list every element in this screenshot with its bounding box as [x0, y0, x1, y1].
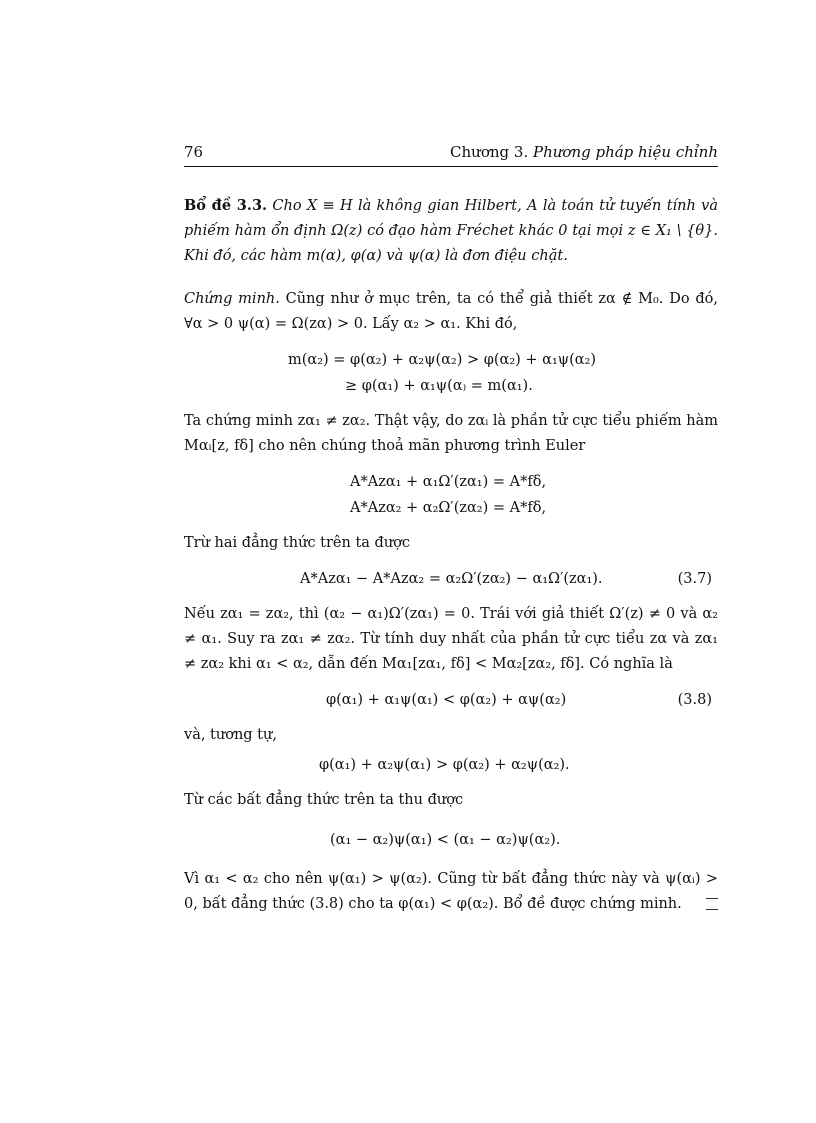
lemma-text: Cho X ≡ H là không gian Hilbert, A là toán tử tuyến tính và phiếm hàm ổn định Ω(z) có đạo hàm Fréchet khác 0 tại mọi z ∈ X₁ \ {θ}. Khi đó, các hàm m(α), φ(α) và ψ(α) là đơn điệu chặt. [184, 198, 718, 264]
equation-5-line: φ(α₁) + α₂ψ(α₁) > φ(α₂) + α₂ψ(α₂). [319, 757, 570, 773]
euler-equation-2: A*Azα₂ + α₂Ω′(zα₂) = A*fδ, [350, 500, 547, 516]
chapter-title: Phương pháp hiệu chỉnh [533, 143, 718, 161]
proof-text-7: Vì α₁ < α₂ cho nên ψ(α₁) > ψ(α₂). Cũng từ bất đẳng thức này và ψ(αᵢ) > 0, bất đẳng thức (3.8) cho ta φ(α₁) < φ(α₂). Bổ đề được chứng minh. [184, 871, 718, 912]
proof-paragraph-5: và, tương tự, [184, 727, 277, 743]
equation-6-line: (α₁ − α₂)ψ(α₁) < (α₁ − α₂)ψ(α₂). [330, 832, 561, 848]
equation-3-8-number: (3.8) [677, 692, 712, 708]
proof-label: Chứng minh. [184, 291, 280, 307]
proof-paragraph-3: Trừ hai đẳng thức trên ta được [184, 535, 411, 551]
page-number: 76 [184, 143, 204, 161]
lemma-label: Bổ đề 3.3. [184, 197, 268, 214]
lemma [184, 193, 718, 269]
equation-3-8 [184, 685, 718, 715]
proof-paragraph-7 [184, 867, 718, 917]
equation-3-7-expression: A*Azα₁ − A*Azα₂ = α₂Ω′(zα₂) − α₁Ω′(zα₁). [300, 571, 603, 587]
page [184, 140, 718, 917]
qed-icon [706, 898, 718, 910]
proof-text-1: Cũng như ở mục trên, ta có thể giả thiết zα ∉ M₀. Do đó, ∀α > 0 ψ(α) = Ω(zα) > 0. Lấy α₂ > α₁. Khi đó, [184, 291, 718, 332]
equation-3-7-number: (3.7) [677, 571, 712, 587]
proof-paragraph-6: Từ các bất đẳng thức trên ta thu được [184, 792, 464, 808]
equation-3-7 [184, 564, 718, 594]
euler-equation-1: A*Azα₁ + α₁Ω′(zα₁) = A*fδ, [350, 474, 547, 490]
equation-1 [184, 347, 718, 399]
equation-1-line-2: ≥ φ(α₁) + α₁ψ(α₎ = m(α₁). [345, 378, 533, 394]
page-header [184, 140, 718, 167]
euler-equations [184, 469, 718, 521]
running-title [450, 140, 718, 164]
equation-3-8-expression: φ(α₁) + α₁ψ(α₁) < φ(α₂) + αψ(α₂) [326, 692, 567, 708]
proof-paragraph-4: Nếu zα₁ = zα₂, thì (α₂ − α₁)Ω′(zα₁) = 0. Trái với giả thiết Ω′(z) ≠ 0 và α₂ ≠ α₁. Suy ra zα₁ ≠ zα₂. Từ tính duy nhất của phần tử cực tiểu zα và zα₁ ≠ zα₂ khi α₁ < α₂, dẫn đến Mα₁[zα₁, fδ] < Mα₂[zα₂, fδ]. Có nghĩa là [184, 606, 718, 672]
equation-1-line-1: m(α₂) = φ(α₂) + α₂ψ(α₂) > φ(α₂) + α₁ψ(α₂) [288, 352, 597, 368]
chapter-label: Chương 3. [450, 143, 529, 161]
proof-paragraph-1 [184, 287, 718, 337]
equation-5 [184, 752, 718, 778]
proof-paragraph-2: Ta chứng minh zα₁ ≠ zα₂. Thật vậy, do zαᵢ là phần tử cực tiểu phiếm hàm Mαᵢ[z, fδ] cho nên chúng thoả mãn phương trình Euler [184, 413, 718, 454]
equation-6 [184, 827, 718, 853]
